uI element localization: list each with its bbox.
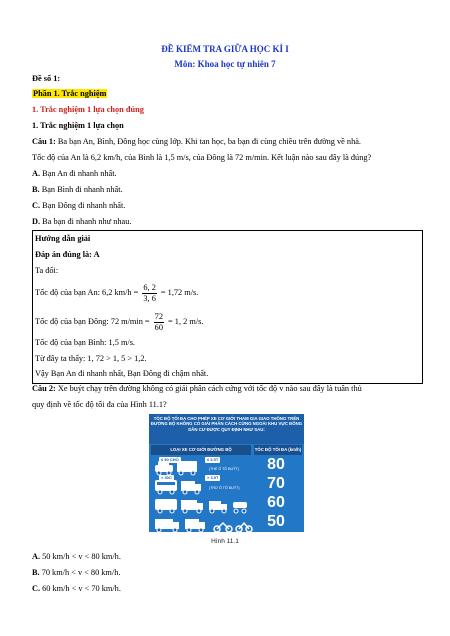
motorbike-icon [151,512,253,536]
figure-heading: TỐC ĐỘ TỐI ĐA CHO PHÉP XE CƠ GIỚI THAM GIA GIAO THÔNG TRÊN ĐƯỜNG BỘ KHÔNG CÓ GIẢI PHÂN CÁCH CỨNG NGOÀI KHU VỰC ĐÔNG DÂN CƯ ĐƯỢC QUY ĐỊNH NHƯ SAU: [149,414,304,444]
option-letter: C. [32,584,41,593]
q1-option-d [32,216,131,227]
question-2-line-1 [32,383,362,394]
section-heading: 1. Trắc nghiệm 1 lựa chọn [32,121,124,130]
q2-option-b [32,567,120,578]
option-letter: B. [32,568,40,577]
q2-option-c [32,583,121,594]
figure-caption: Hình 11.1 [211,538,239,545]
an-denominator: 3, 6 [143,293,156,303]
an-numerator: 6, 2 [143,282,156,292]
figure-row-60 [151,493,302,512]
option-letter: A. [32,552,41,561]
question-1-label: Câu 1: [32,137,56,146]
option-text: 50 km/h < v < 80 km/h. [42,552,121,561]
row-note: (THỂ Ô TÔ BUÝT) [209,467,239,471]
figure-col-vehicle: LOẠI XE CƠ GIỚI ĐƯỜNG BỘ [151,445,251,455]
solution-dong-speed [35,309,203,335]
document-subject: Môn: Khoa học tự nhiên 7 [174,59,276,69]
option-text: 60 km/h < v < 70 km/h. [42,584,121,593]
tag-weight-2: ≤ 3.5T [207,457,219,462]
question-1-text: Ba bạn An, Bình, Đông học cùng lớp. Khi tan học, ba bạn đi cùng chiều trên đường về nhà. [57,137,361,146]
dong-prefix: Tốc độ của bạn Đông: 72 m/min = [35,317,150,326]
option-text: 70 km/h < v < 80 km/h. [41,568,121,577]
solution-compare: Từ đây ta thấy: 1, 72 > 1, 5 > 1,2. [35,354,147,363]
dong-result: = 1, 2 m/s. [168,317,204,326]
tag-seats: > 30C [161,475,172,480]
option-text: Ba bạn đi nhanh như nhau. [42,217,132,226]
tag-weight: > 3.5T [207,475,219,480]
section-heading-red: 1. Trắc nghiệm 1 lựa chọn đúng [32,105,144,114]
speed-value: 50 [267,513,285,530]
figure-col-speed: TỐC ĐỘ TỐI ĐA (km/h) [254,445,302,455]
solution-heading: Hướng dẫn giải [35,234,91,243]
an-prefix: Tốc độ của bạn An: 6,2 km/h = [35,288,139,297]
exam-number: Đề số 1: [32,74,61,83]
solution-intro: Ta đổi: [35,266,59,275]
dong-numerator: 72 [154,311,163,321]
row-note: (TRỪ Ô TÔ BUÝT) [209,486,240,490]
speed-limit-figure [149,414,304,532]
figure-row-80 [151,455,302,474]
solution-answer: Đáp án đúng là: A [35,250,100,259]
option-text: Bạn An đi nhanh nhất. [42,169,117,178]
q1-option-c [32,200,125,211]
speed-value: 60 [267,494,285,511]
tag-weight: ≤ 30 CHỖ [161,457,179,462]
an-result: = 1,72 m/s. [160,288,199,297]
question-1-line-1 [32,136,361,147]
part-heading-text: Phần 1. Trắc nghiệm [33,89,107,98]
q2-option-a [32,551,121,562]
q1-option-a [32,168,117,179]
option-letter: A. [32,169,41,178]
solution-conclusion: Vậy Bạn An đi nhanh nhất, Bạn Đông đi chậm nhất. [35,369,209,378]
figure-row-70 [151,474,302,493]
q1-option-b [32,184,123,195]
option-text: Bạn Bình đi nhanh nhất. [41,185,123,194]
option-letter: D. [32,217,41,226]
question-1-line-2: Tốc độ của An là 6,2 km/h, của Bình là 1,5 m/s, của Đông là 72 m/min. Kết luận nào sau đây là đúng? [32,153,372,162]
figure-row-50 [151,512,302,531]
option-letter: B. [32,185,40,194]
an-fraction [142,283,156,304]
dong-denominator: 60 [154,322,163,332]
question-2-line-2: quy định về tốc độ tối đa của Hình 11.1? [32,400,167,409]
speed-value: 80 [267,456,285,473]
solution-binh-speed: Tốc độ của bạn Bình: 1,5 m/s. [35,338,136,347]
document-title: ĐỀ KIỂM TRA GIỮA HỌC KÌ I [161,44,289,54]
option-text: Bạn Đông đi nhanh nhất. [42,201,126,210]
option-letter: C. [32,201,41,210]
question-2-text: Xe buýt chạy trên đường không có giải phân cách cứng với tốc độ v nào sau đây là tuân thủ [57,384,362,393]
speed-value: 70 [267,475,285,492]
question-2-label: Câu 2: [32,384,56,393]
solution-an-speed [35,280,198,306]
part-heading [32,88,107,99]
dong-fraction [154,312,164,333]
